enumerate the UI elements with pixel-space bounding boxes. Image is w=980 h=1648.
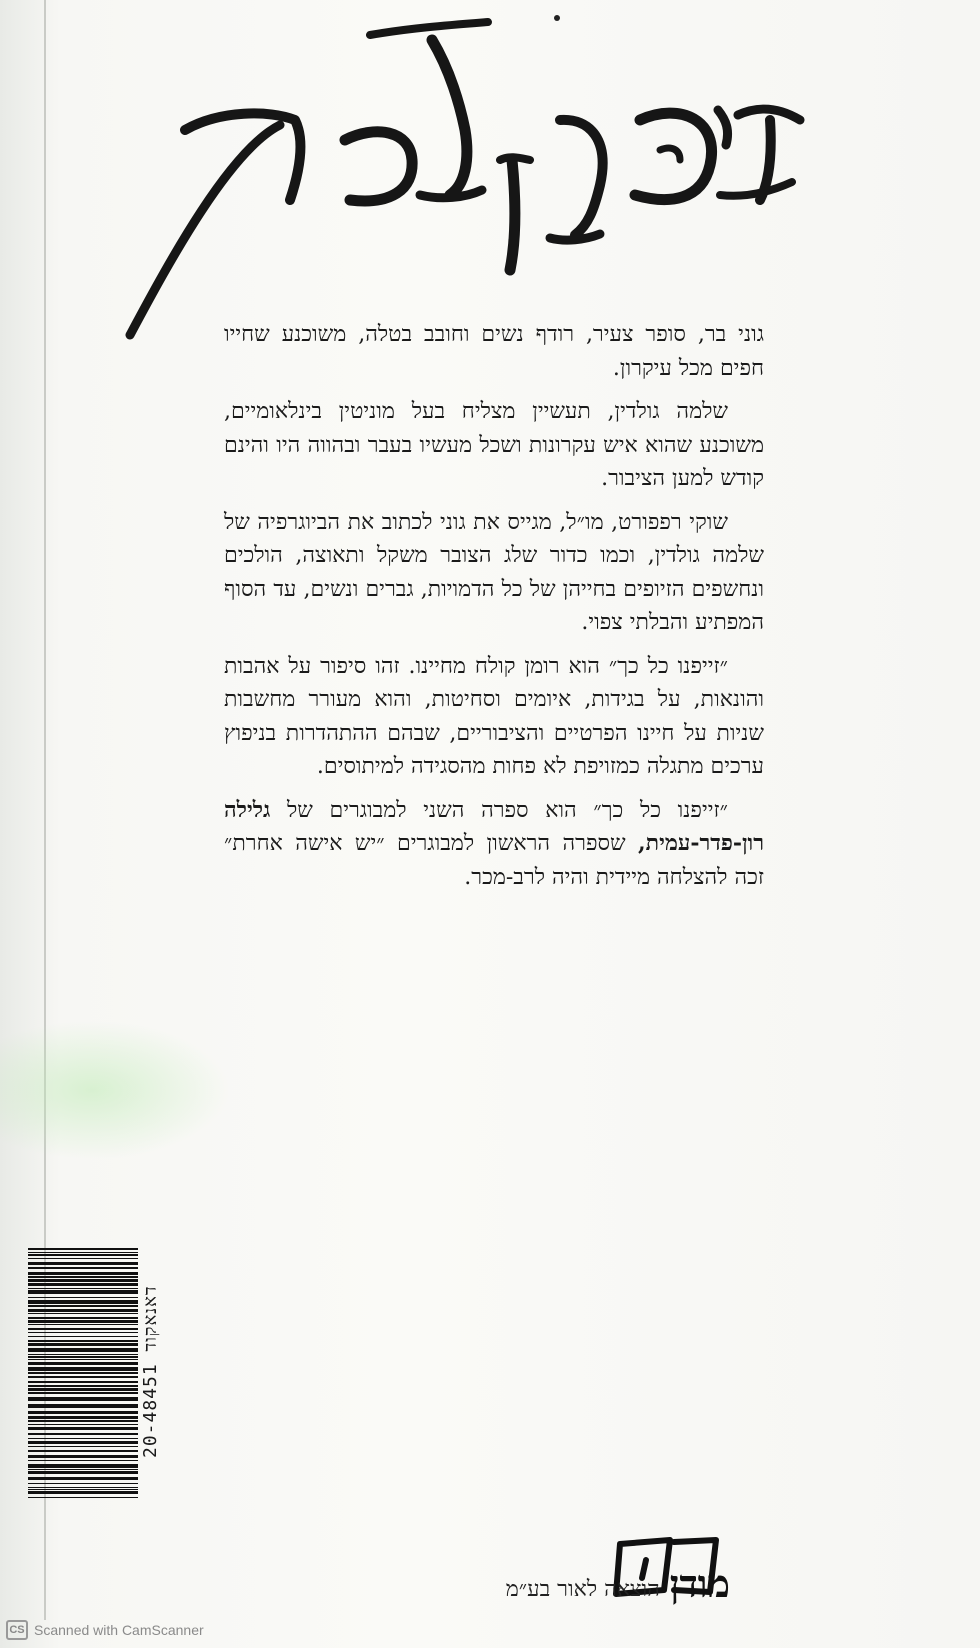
- publisher-tagline: הוצאה לאור בע״מ: [505, 1577, 660, 1602]
- barcode-bar: [28, 1483, 138, 1484]
- barcode-bar: [28, 1354, 138, 1355]
- barcode-bar: [28, 1320, 138, 1323]
- barcode-bar: [28, 1252, 138, 1253]
- barcode-bar: [28, 1309, 138, 1312]
- barcode-bar: [28, 1276, 138, 1278]
- barcode-bar: [28, 1433, 138, 1435]
- barcode-bar: [28, 1424, 138, 1425]
- barcode-bar: [28, 1272, 138, 1275]
- blurb-paragraph-3: שוקי רפפורט, מו״ל, מגייס את גוני לכתוב את הביוגרפיה של שלמה גולדין, וכמו כדור שלג הצובר משקל ותאוצה, הולכים ונחשפים הזיופים בחייהן של כל הדמויות, גברים ונשים, עד הסוף המפתיע והבלתי צפוי.: [224, 509, 764, 635]
- barcode-bar: [28, 1427, 138, 1430]
- barcode-bar: [28, 1317, 138, 1319]
- camscanner-logo-icon: CS: [6, 1620, 28, 1640]
- barcode: [28, 1248, 138, 1498]
- scan-stain: [0, 1020, 230, 1160]
- barcode-bar: [28, 1420, 138, 1422]
- scanner-watermark: [6, 1620, 204, 1640]
- barcode-bar: [28, 1254, 138, 1256]
- barcode-bar: [28, 1381, 138, 1383]
- barcode-bar: [28, 1336, 138, 1337]
- barcode-bar: [28, 1324, 138, 1325]
- barcode-bar: [28, 1385, 138, 1387]
- barcode-bar: [28, 1328, 138, 1330]
- barcode-bar: [28, 1477, 138, 1480]
- barcode-bar: [28, 1388, 138, 1391]
- barcode-bar: [28, 1279, 138, 1282]
- blurb-p5-start: ״זייפנו כל כך״ הוא ספרה השני למבוגרים של: [270, 797, 728, 823]
- barcode-bar: [28, 1404, 138, 1408]
- barcode-bar: [28, 1267, 138, 1269]
- scanner-text: Scanned with CamScanner: [34, 1622, 204, 1638]
- barcode-bar: [28, 1290, 138, 1294]
- blurb-paragraph-1: גוני בר, סופר צעיר, רודף נשים וחובב בטלה, משוכנע שחייו חפים מכל עיקרון.: [224, 322, 764, 381]
- barcode-bar: [28, 1491, 138, 1494]
- barcode-bar: [28, 1313, 138, 1314]
- barcode-bar: [28, 1340, 138, 1342]
- barcode-bar: [28, 1489, 138, 1490]
- barcode-bar: [28, 1359, 138, 1360]
- barcode-bar: [28, 1297, 138, 1298]
- barcode-bar: [28, 1438, 138, 1439]
- barcode-bar: [28, 1441, 138, 1444]
- blurb-p5-end: שספרה הראשון למבוגרים ״יש אישה אחרת״ זכה להצלחה מיידית והיה לרב-מכר.: [224, 831, 764, 890]
- barcode-bar: [28, 1372, 138, 1374]
- barcode-bar: [28, 1471, 138, 1474]
- publisher-imprint: [505, 1561, 730, 1606]
- barcode-bar: [28, 1487, 138, 1488]
- barcode-bar: [28, 1450, 138, 1452]
- barcode-bar: [28, 1300, 138, 1304]
- barcode-bar: [28, 1348, 138, 1352]
- barcode-bar: [28, 1288, 138, 1289]
- barcode-bar: [28, 1397, 138, 1401]
- barcode-bar: [28, 1376, 138, 1378]
- blurb-paragraph-4: ״זייפנו כל כך״ הוא רומן קולח מחיינו. זהו סיפור על אהבות והונאות, על בגידות, איומים וסחיטות, והוא מעורר מחשבות שניות על חיינו הפרטיים והציבוריים, שבהם ההתהדרות בניפוץ ערכים מתגלה כמזויפת לא פחות מהסגידה למיתוסים.: [224, 653, 764, 779]
- author-name: גלילה רון-פדר-עמית,: [224, 796, 764, 856]
- barcode-bar: [28, 1411, 138, 1414]
- publisher-name: מודן: [669, 1561, 730, 1606]
- barcode-bar: [28, 1416, 138, 1419]
- blurb-paragraph-2: שלמה גולדין, תעשיין מצליח בעל מוניטין בינלאומיים, משוכנע שהוא איש עקרונות ושכל מעשיו בעבר ובהווה היו והינם קודש למען הציבור.: [224, 399, 764, 491]
- barcode-bar: [28, 1469, 138, 1470]
- barcode-bar: [28, 1464, 138, 1468]
- back-cover-blurb: [224, 318, 764, 904]
- barcode-bar: [28, 1356, 138, 1358]
- barcode-bar: [28, 1258, 138, 1259]
- barcode-bar: [28, 1392, 138, 1394]
- barcode-bar: [28, 1460, 138, 1461]
- barcode-number: 20-48451 דאנאקוד: [140, 1285, 161, 1459]
- handwritten-title-logo: [120, 10, 820, 350]
- barcode-bar: [28, 1262, 138, 1265]
- barcode-bar: [28, 1446, 138, 1447]
- barcode-bar: [28, 1497, 138, 1498]
- barcode-bar: [28, 1248, 138, 1250]
- barcode-bar: [28, 1367, 138, 1371]
- barcode-bar: [28, 1455, 138, 1458]
- barcode-bar: [28, 1343, 138, 1346]
- barcode-bar: [28, 1305, 138, 1307]
- barcode-bar: [28, 1283, 138, 1286]
- barcode-bar: [28, 1332, 138, 1333]
- barcode-bar: [28, 1362, 138, 1365]
- blurb-paragraph-5: [224, 794, 764, 895]
